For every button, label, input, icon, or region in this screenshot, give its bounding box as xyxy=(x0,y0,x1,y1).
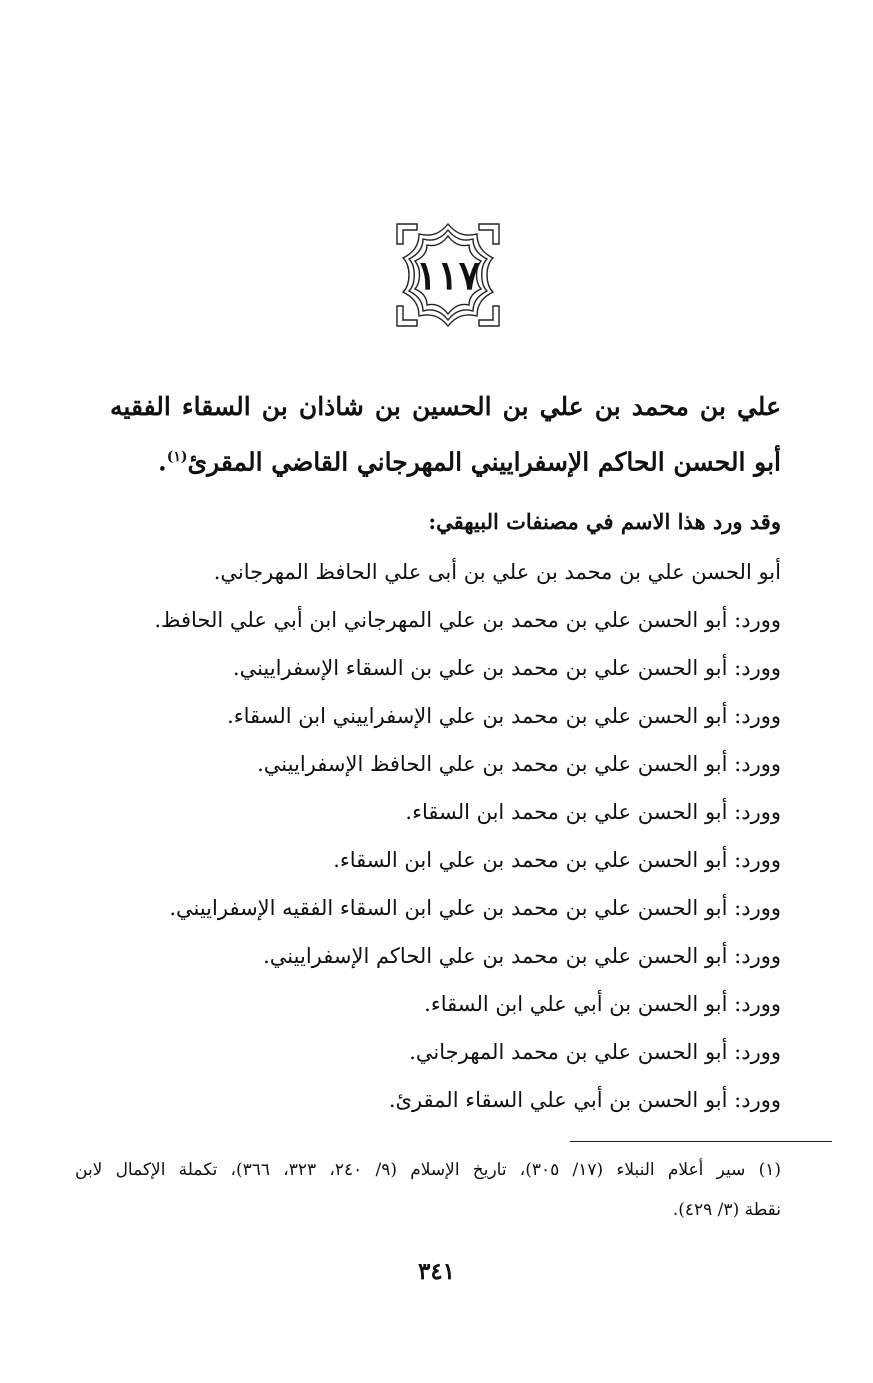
list-item: وورد: أبو الحسن علي بن محمد المهرجاني. xyxy=(409,1040,781,1064)
footnote-line-2: نقطة (٣/ ٤٢٩). xyxy=(672,1200,781,1220)
title-end-mark: . xyxy=(158,447,167,477)
list-item: وورد: أبو الحسن علي بن محمد بن علي ابن السقاء. xyxy=(333,848,781,872)
biography-title xyxy=(110,382,781,482)
footnote-divider xyxy=(570,1141,832,1142)
entry-number: ١١٧ xyxy=(415,251,481,299)
list-item: وورد: أبو الحسن علي بن محمد بن علي بن السقاء الإسفراييني. xyxy=(232,656,781,680)
name-variants-list xyxy=(90,548,781,1124)
list-item: أبو الحسن علي بن محمد بن علي بن أبى علي الحافظ المهرجاني. xyxy=(213,560,781,584)
list-item: وورد: أبو الحسن بن أبي علي السقاء المقرئ. xyxy=(388,1088,781,1112)
list-item: وورد: أبو الحسن علي بن محمد بن علي ابن السقاء الفقيه الإسفراييني. xyxy=(169,896,781,920)
footnote xyxy=(75,1150,781,1230)
list-item: وورد: أبو الحسن علي بن محمد بن علي الحافظ الإسفراييني. xyxy=(257,752,781,776)
entry-number-ornament xyxy=(393,220,503,330)
page-number: ٣٤١ xyxy=(417,1258,456,1285)
list-item: وورد: أبو الحسن علي بن محمد بن علي الإسفراييني ابن السقاء. xyxy=(227,704,781,728)
footnote-reference: (١) xyxy=(166,449,188,465)
title-line-2-text: أبو الحسن الحاكم الإسفراييني المهرجاني القاضي المقرئ xyxy=(187,447,781,477)
list-item: وورد: أبو الحسن بن أبي علي ابن السقاء. xyxy=(424,992,781,1016)
footnote-line-1: (١) سير أعلام النبلاء (١٧/ ٣٠٥)، تاريخ الإسلام (٩/ ٢٤٠، ٣٢٣، ٣٦٦)، تكملة الإكمال لابن xyxy=(75,1160,781,1180)
list-item: وورد: أبو الحسن علي بن محمد بن علي الحاكم الإسفراييني. xyxy=(263,944,781,968)
title-line-1: علي بن محمد بن علي بن الحسين بن شاذان بن السقاء الفقيه xyxy=(110,392,781,421)
title-line-2 xyxy=(110,432,781,482)
intro-heading: وقد ورد هذا الاسم في مصنفات البيهقي: xyxy=(428,509,781,534)
list-item: وورد: أبو الحسن علي بن محمد ابن السقاء. xyxy=(405,800,781,824)
list-item: وورد: أبو الحسن علي بن محمد بن علي المهرجاني ابن أبي علي الحافظ. xyxy=(154,608,781,632)
